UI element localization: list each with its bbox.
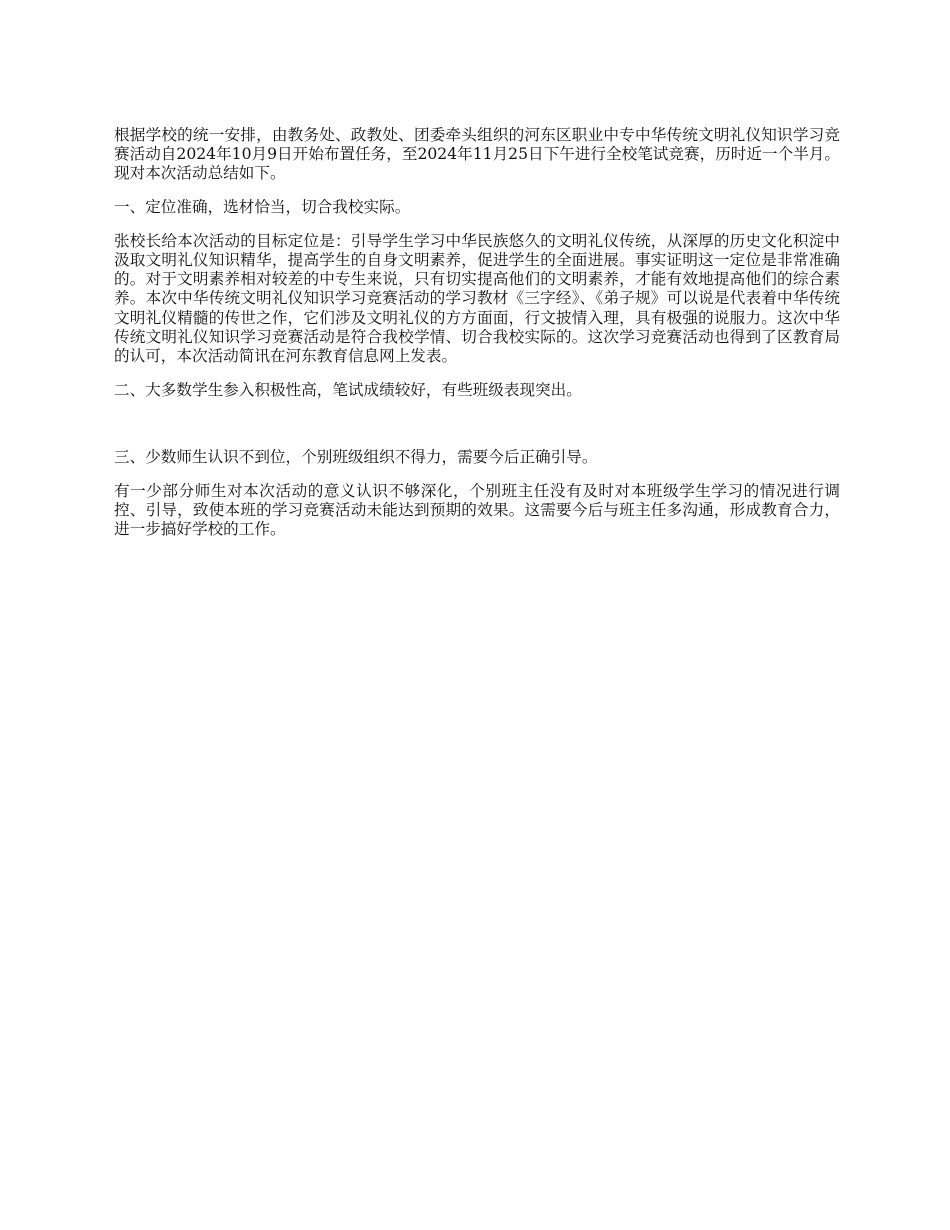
section-heading-1: 一、定位准确，选材恰当，切合我校实际。 <box>114 198 411 217</box>
section-heading-2: 二、大多数学生参入积极性高，笔试成绩较好，有些班级表现突出。 <box>114 380 582 399</box>
section-heading-3: 三、少数师生认识不到位，个别班级组织不得力，需要今后正确引导。 <box>114 447 598 466</box>
document-body <box>114 126 840 554</box>
section-3-paragraph: 有一少部分师生对本次活动的意义认识不够深化，个别班主任没有及时对本班级学生学习的情况进行调控、引导，致使本班的学习竞赛活动未能达到预期的效果。这需要今后与班主任多沟通，形成教育合力，进一步搞好学校的工作。 <box>114 481 840 539</box>
intro-paragraph: 根据学校的统一安排，由教务处、政教处、团委牵头组织的河东区职业中专中华传统文明礼仪知识学习竞赛活动自2024年10月9日开始布置任务，至2024年11月25日下午进行全校笔试竞赛，历时近一个半月。现对本次活动总结如下。 <box>114 126 840 183</box>
section-1-paragraph: 张校长给本次活动的目标定位是：引导学生学习中华民族悠久的文明礼仪传统，从深厚的历史文化积淀中汲取文明礼仪知识精华，提高学生的自身文明素养，促进学生的全面进展。事实证明这一定位是非常准确的。对于文明素养相对较差的中专生来说，只有切实提高他们的文明素养，才能有效地提高他们的综合素养。本次中华传统文明礼仪知识学习竞赛活动的学习教材《三字经》、《弟子规》可以说是代表着中华传统文明礼仪精髓的传世之作，它们涉及文明礼仪的方方面面，行文披情入理，具有极强的说服力。这次中华传统文明礼仪知识学习竞赛活动是符合我校学情、切合我校实际的。这次学习竞赛活动也得到了区教育局的认可，本次活动简讯在河东教育信息网上发表。 <box>114 231 840 366</box>
